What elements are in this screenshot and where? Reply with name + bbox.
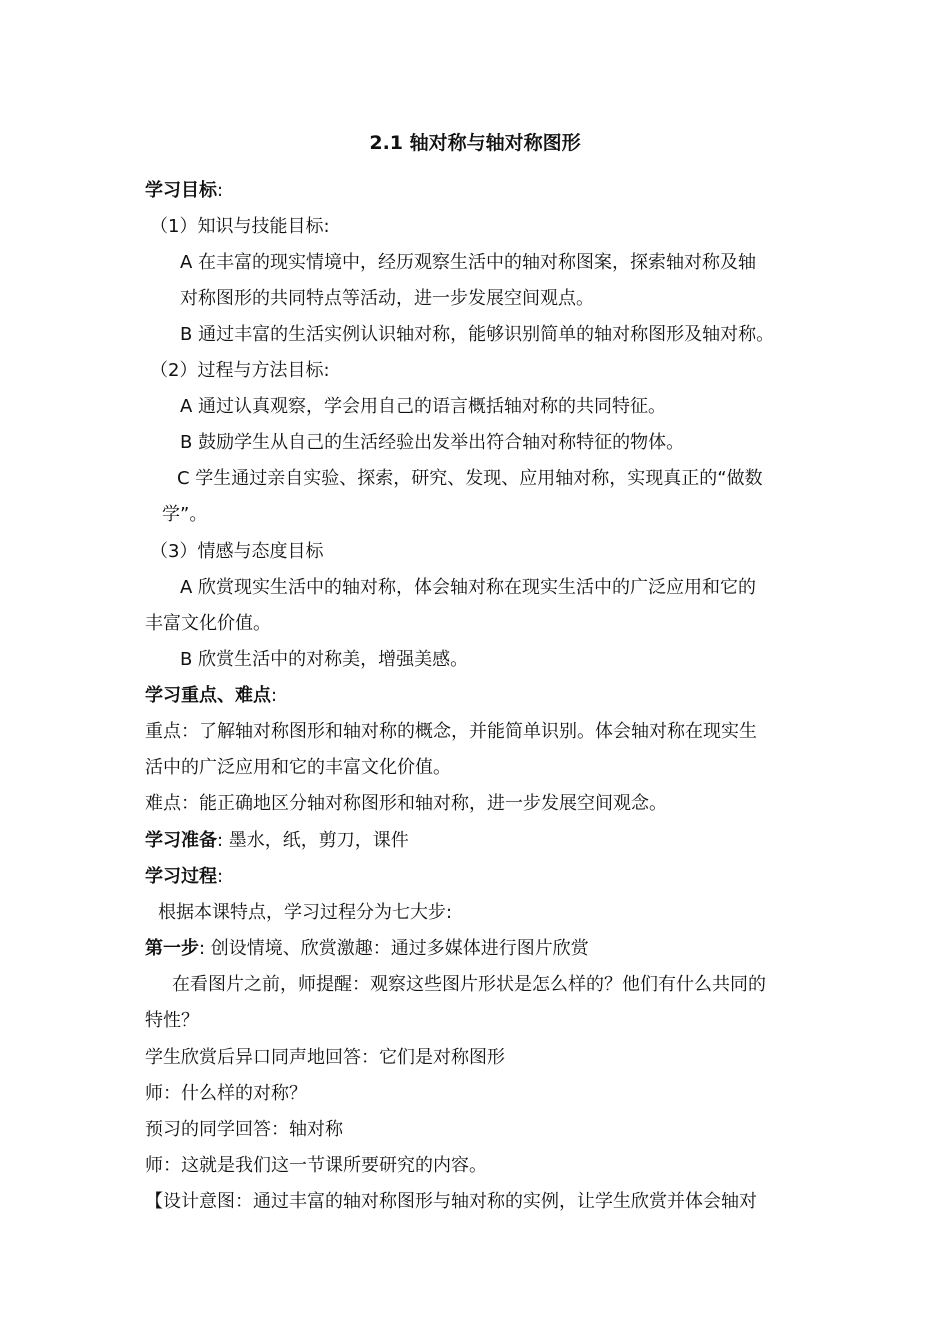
teacher-prompt-line2: 特性？ (145, 1010, 199, 1031)
emotion-a-line2: 丰富文化价值。 (145, 613, 271, 634)
key-point-line1: 重点：了解轴对称图形和轴对称的概念，并能简单识别。体会轴对称在现实生 (145, 721, 757, 742)
page-title: 2.1 轴对称与轴对称图形 (369, 132, 581, 154)
design-intent: 【设计意图：通过丰富的轴对称图形与轴对称的实例，让学生欣赏并体会轴对 (145, 1191, 757, 1212)
emotion-b: B 欣赏生活中的对称美，增强美感。 (180, 649, 469, 670)
knowledge-b: B 通过丰富的生活实例认识轴对称，能够识别简单的轴对称图形及轴对称。 (180, 324, 775, 345)
student-answer-1: 学生欣赏后异口同声地回答：它们是对称图形 (145, 1047, 505, 1068)
step1-line (145, 937, 589, 961)
step1-heading: 第一步 (145, 938, 199, 959)
knowledge-label: （1）知识与技能目标: (150, 216, 330, 237)
preparation-items: : 墨水，纸，剪刀，课件 (217, 830, 409, 851)
key-point-line2: 活中的广泛应用和它的丰富文化价值。 (145, 757, 451, 778)
emotion-label: （3）情感与态度目标 (150, 541, 324, 562)
objectives-heading-line (145, 179, 223, 203)
keypoints-heading: 学习重点、难点 (145, 685, 271, 706)
process-method-a: A 通过认真观察，学会用自己的语言概括轴对称的共同特征。 (180, 396, 667, 417)
knowledge-a-line2: 对称图形的共同特点等活动，进一步发展空间观点。 (180, 288, 594, 309)
process-method-c-line1: C 学生通过亲自实验、探索，研究、发现、应用轴对称，实现真正的“做数 (177, 468, 763, 489)
student-answer-2: 预习的同学回答：轴对称 (145, 1119, 343, 1140)
objectives-heading: 学习目标 (145, 180, 217, 201)
step1-text: : 创设情境、欣赏激趣：通过多媒体进行图片欣赏 (199, 938, 589, 959)
teacher-prompt-line1: 在看图片之前，师提醒：观察这些图片形状是怎么样的？他们有什么共同的 (172, 974, 766, 995)
process-heading-line (145, 865, 223, 889)
process-method-c-line2: 学”。 (162, 504, 208, 525)
teacher-question-2: 师：什么样的对称？ (145, 1083, 307, 1104)
knowledge-a-line1: A 在丰富的现实情境中，经历观察生活中的轴对称图案，探索轴对称及轴 (180, 252, 757, 273)
teacher-statement-3: 师：这就是我们这一节课所要研究的内容。 (145, 1155, 487, 1176)
keypoints-colon: : (271, 685, 278, 706)
process-method-label: （2）过程与方法目标: (150, 360, 330, 381)
keypoints-heading-line (145, 684, 277, 708)
process-heading: 学习过程 (145, 866, 217, 887)
emotion-a-line1: A 欣赏现实生活中的轴对称，体会轴对称在现实生活中的广泛应用和它的 (180, 577, 757, 598)
preparation-heading: 学习准备 (145, 830, 217, 851)
process-colon: : (217, 866, 224, 887)
preparation-line (145, 829, 409, 853)
objectives-colon: : (217, 180, 224, 201)
process-intro: 根据本课特点，学习过程分为七大步: (158, 902, 453, 923)
difficult-point: 难点：能正确地区分轴对称图形和轴对称，进一步发展空间观念。 (145, 793, 667, 814)
process-method-b: B 鼓励学生从自己的生活经验出发举出符合轴对称特征的物体。 (180, 432, 685, 453)
